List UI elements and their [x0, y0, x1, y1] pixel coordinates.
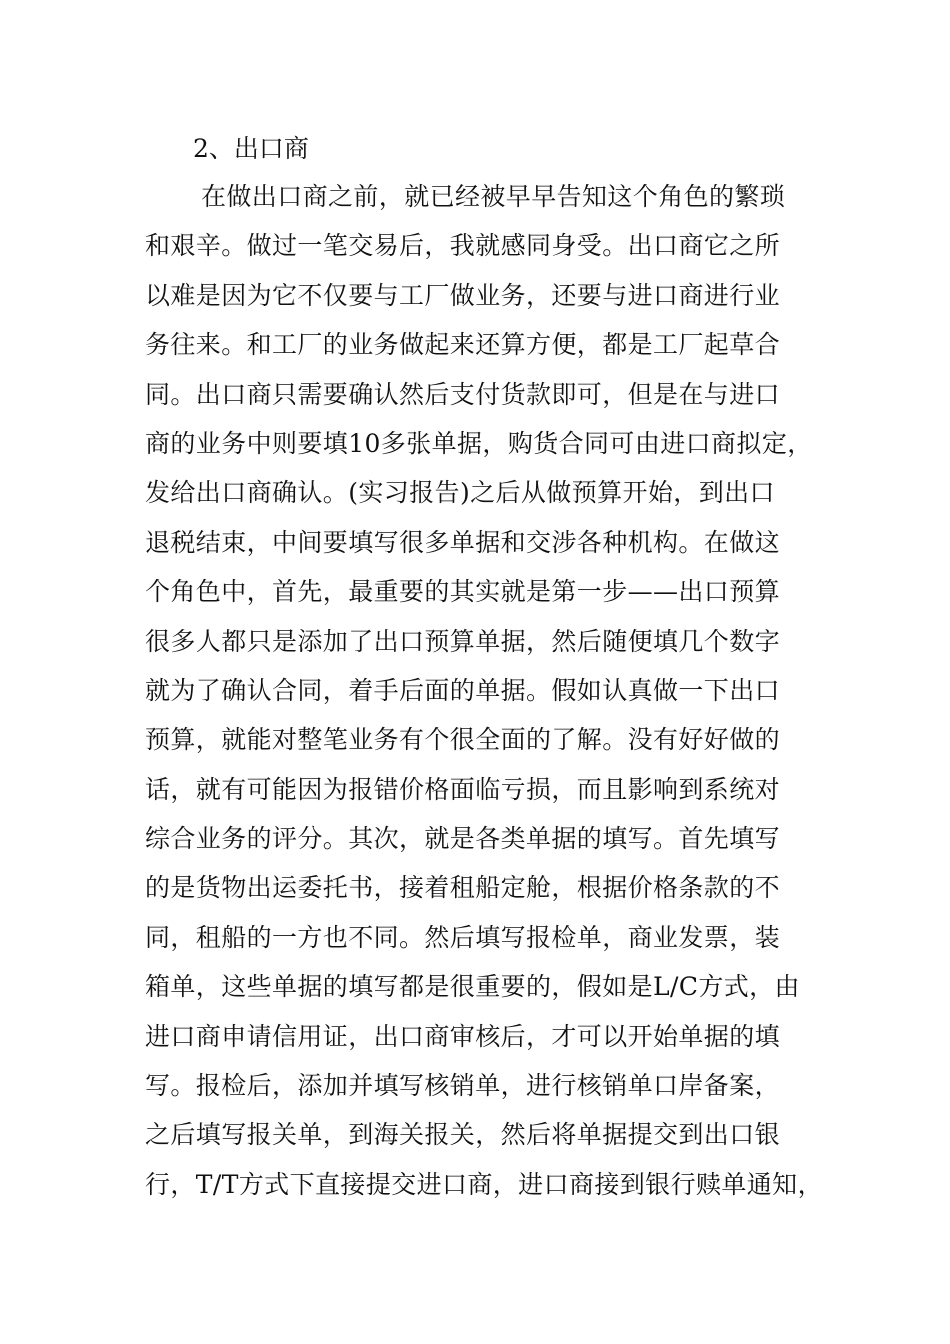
text-line: 务往来。和工厂的业务做起来还算方便，都是工厂起草合	[145, 330, 781, 360]
text-line: 行，T/T方式下直接提交进口商，进口商接到银行赎单通知，	[145, 1169, 823, 1199]
text-line: 同，租船的一方也不同。然后填写报检单，商业发票，装	[145, 922, 781, 952]
body-paragraph	[145, 178, 835, 1215]
text-line: 的是货物出运委托书，接着租船定舱，根据价格条款的不	[145, 873, 781, 903]
text-line: 同。出口商只需要确认然后支付货款即可，但是在与进口	[145, 379, 781, 409]
text-line: 个角色中，首先，最重要的其实就是第一步——出口预算	[145, 577, 781, 607]
text-line: 预算，就能对整笔业务有个很全面的了解。没有好好做的	[145, 725, 781, 755]
section-heading: 2、出口商	[193, 134, 309, 163]
text-line: 以难是因为它不仅要与工厂做业务，还要与进口商进行业	[145, 280, 781, 310]
text-line: 退税结束，中间要填写很多单据和交涉各种机构。在做这	[145, 527, 781, 557]
text-line: 在做出口商之前，就已经被早早告知这个角色的繁琐	[201, 182, 786, 211]
text-line: 发给出口商确认。(实习报告)之后从做预算开始，到出口	[145, 478, 775, 508]
text-line: 综合业务的评分。其次，就是各类单据的填写。首先填写	[145, 824, 781, 854]
text-line: 之后填写报关单，到海关报关，然后将单据提交到出口银	[145, 1120, 781, 1150]
text-line: 和艰辛。做过一笔交易后，我就感同身受。出口商它之所	[145, 231, 781, 261]
text-line: 话，就有可能因为报错价格面临亏损，而且影响到系统对	[145, 774, 781, 804]
text-line: 进口商申请信用证，出口商审核后，才可以开始单据的填	[145, 1021, 781, 1051]
text-line: 箱单，这些单据的填写都是很重要的，假如是L/C方式，由	[145, 972, 800, 1002]
text-line: 很多人都只是添加了出口预算单据，然后随便填几个数字	[145, 626, 781, 656]
text-line: 商的业务中则要填10多张单据，购货合同可由进口商拟定，	[145, 428, 813, 458]
text-line: 就为了确认合同，着手后面的单据。假如认真做一下出口	[145, 675, 781, 705]
text-line: 写。报检后，添加并填写核销单，进行核销单口岸备案，	[145, 1071, 781, 1101]
